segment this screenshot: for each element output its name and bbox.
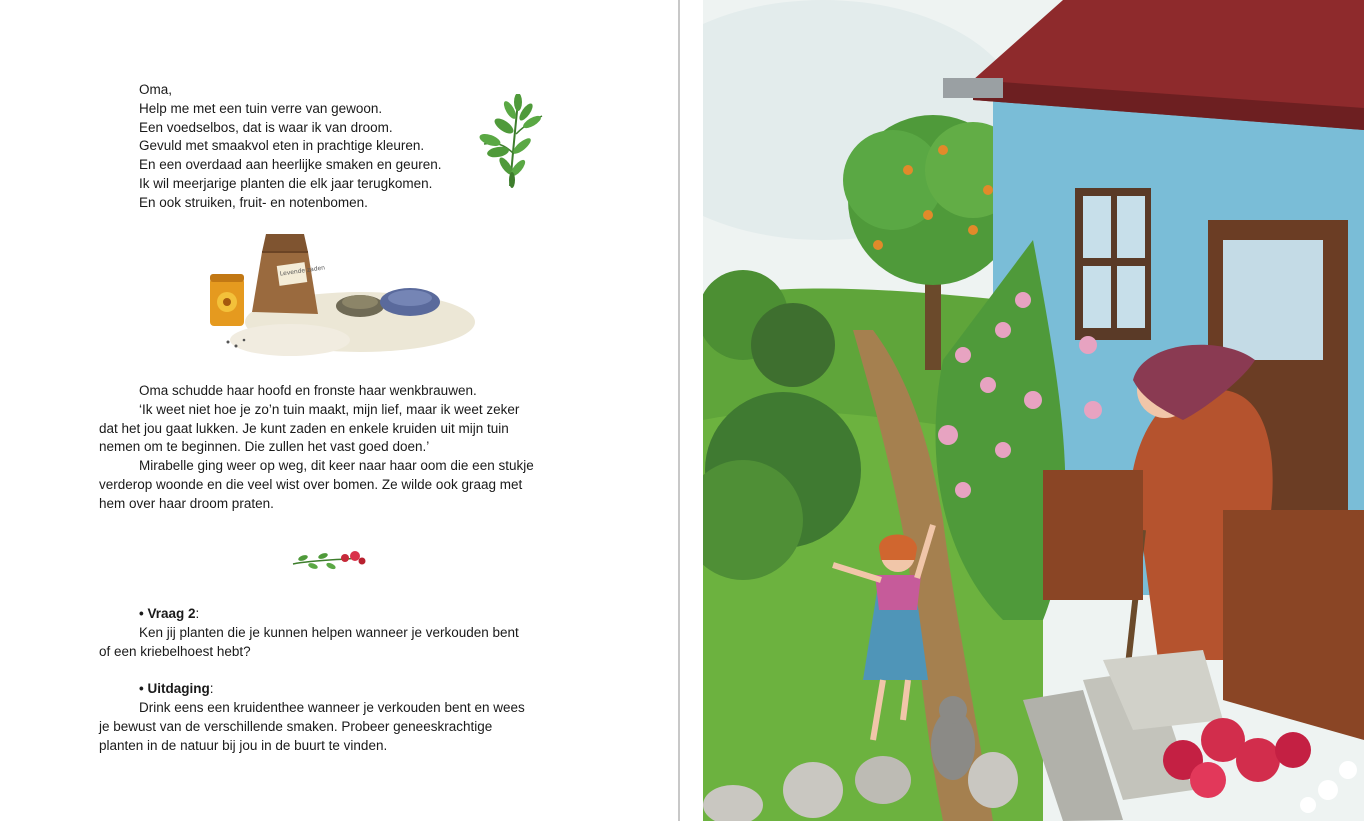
question-heading bbox=[99, 605, 559, 624]
seed-bag-and-jar-illustration bbox=[200, 222, 475, 367]
spacer bbox=[99, 661, 559, 680]
question-block bbox=[99, 605, 559, 755]
challenge-line: planten in de natuur bij jou in de buurt te vinden. bbox=[99, 737, 388, 753]
page-divider bbox=[678, 0, 680, 821]
left-page bbox=[0, 0, 678, 821]
question-line: of een kriebelhoest hebt? bbox=[99, 643, 251, 659]
poem-line: Gevuld met smaakvol eten in prachtige kleuren. bbox=[139, 138, 425, 154]
poem-line: Help me met een tuin verre van gewoon. bbox=[139, 100, 383, 116]
question-line: Ken jij planten die je kunnen helpen wanneer je verkouden bent bbox=[139, 624, 519, 640]
right-page bbox=[703, 0, 1364, 821]
poem-line: Een voedselbos, dat is waar ik van droom. bbox=[139, 119, 393, 135]
question-label: • Vraag 2 bbox=[139, 606, 196, 621]
story-line: dat het jou gaat lukken. Je kunt zaden en enkele kruiden uit mijn tuin bbox=[99, 420, 509, 436]
challenge-heading bbox=[99, 680, 559, 699]
challenge-line: Drink eens een kruidenthee wanneer je verkouden bent en wees bbox=[139, 699, 525, 715]
story-line: ‘Ik weet niet hoe je zo’n tuin maakt, mijn lief, maar ik weet zeker bbox=[139, 401, 520, 417]
poem-line: Oma, bbox=[139, 82, 173, 97]
poem-line: Ik wil meerjarige planten die elk jaar terugkomen. bbox=[139, 175, 433, 191]
garden-house-grandma-girl-illustration bbox=[703, 0, 1364, 821]
poem-line: En een overdaad aan heerlijke smaken en geuren. bbox=[139, 157, 442, 173]
red-flower-sprig-ornament bbox=[289, 546, 369, 574]
story bbox=[99, 382, 559, 514]
challenge-line: je bewust van de verschillende smaken. Probeer geneeskrachtige bbox=[99, 718, 493, 734]
story-line: nemen om te beginnen. Die zullen het vast goed doen.’ bbox=[99, 439, 430, 455]
challenge-colon: : bbox=[209, 681, 214, 697]
story-line: hem over haar droom praten. bbox=[99, 495, 274, 511]
question-colon: : bbox=[195, 606, 200, 621]
story-line: Oma schudde haar hoofd en fronste haar wenkbrauwen. bbox=[139, 383, 477, 398]
challenge-label: • Uitdaging bbox=[139, 681, 210, 697]
poem bbox=[139, 81, 441, 213]
story-line: verderop woonde en die veel wist over bomen. Ze wilde ook graag met bbox=[99, 476, 523, 492]
seed-bag-label: Levende zaden bbox=[279, 264, 326, 278]
poem-line: En ook struiken, fruit- en notenbomen. bbox=[139, 194, 368, 210]
herb-sprig-illustration bbox=[476, 94, 546, 190]
story-line: Mirabelle ging weer op weg, dit keer naar haar oom die een stukje bbox=[139, 458, 534, 474]
